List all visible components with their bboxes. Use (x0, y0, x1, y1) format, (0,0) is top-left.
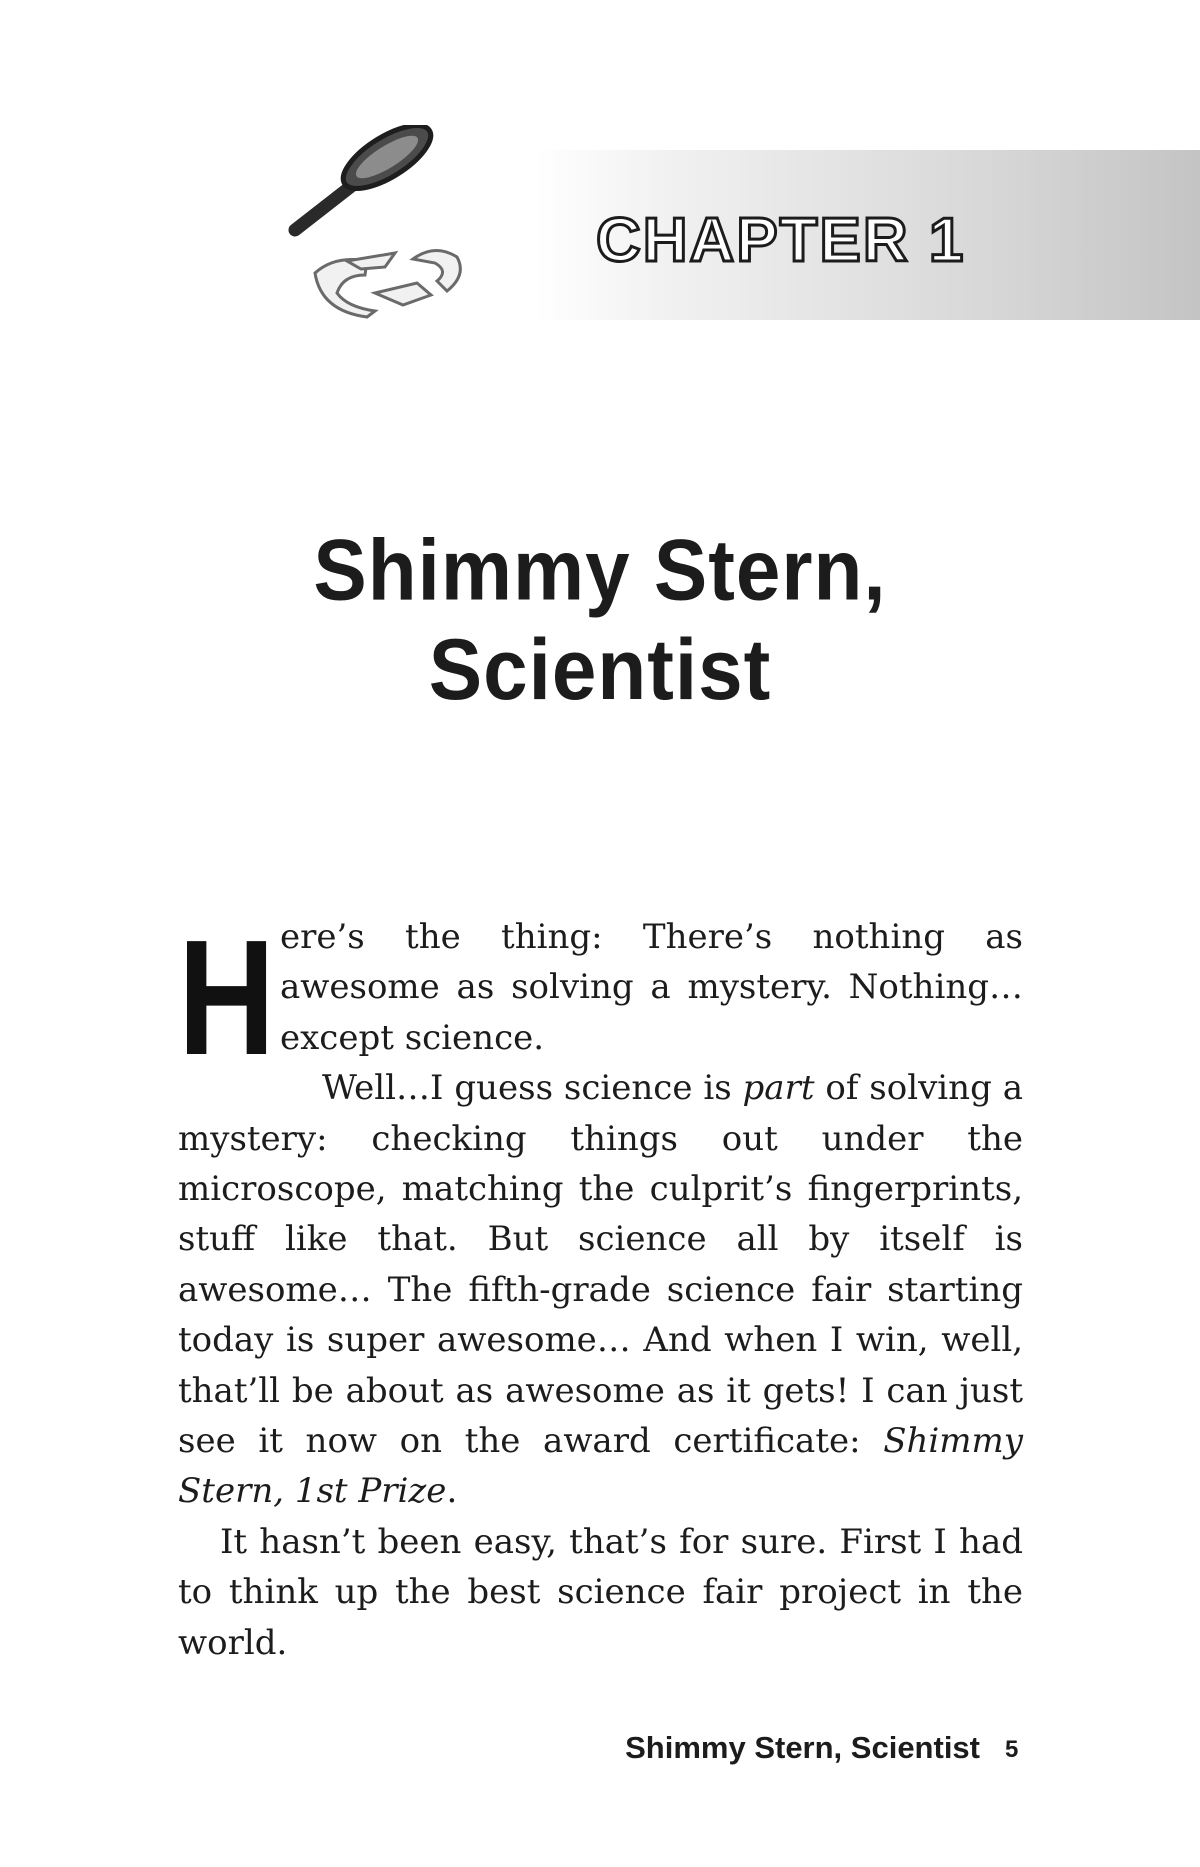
paragraph-2-certificate-text: Shimmy Stern, 1st Prize (178, 1421, 1023, 1512)
chapter-label: CHAPTER 1 (596, 206, 966, 275)
page-number: 5 (1005, 1736, 1019, 1763)
magnifying-glass-illustration (285, 125, 545, 325)
chapter-title-line-2: Scientist (428, 621, 772, 718)
paragraph-2-text-a: Well…I guess science is (322, 1068, 743, 1109)
magnifying-glass-icon (295, 125, 440, 230)
chapter-body (178, 906, 1023, 1668)
drop-cap: H (178, 906, 276, 1089)
running-footer-title: Shimmy Stern, Scientist (625, 1730, 980, 1765)
chapter-title (200, 521, 1000, 720)
paragraph-2-emphasis: part (742, 1068, 815, 1109)
paragraph-1-text: ere’s the thing: There’s nothing as awesome as solving a mystery. Nothing…except science. (280, 917, 1023, 1058)
paragraph-2 (178, 1063, 1023, 1517)
paragraph-2-text-b: of solving a mystery: checking things out under the microscope, matching the culprit’s fingerprints, stuff like that. But science all by itself is awesome… The fifth-grade science fair starting today is super awesome… And when I win, well, that’ll be about as awesome as it gets! I can just see it now on the award certificate: (178, 1068, 1023, 1462)
chapter-title-line-1: Shimmy Stern, (313, 521, 887, 618)
broken-lens-shards-icon (315, 250, 460, 317)
paragraph-2-text-c: . (446, 1471, 458, 1512)
paragraph-3 (178, 1517, 1023, 1668)
paragraph-3-text: It hasn’t been easy, that’s for sure. First I had to think up the best science fair project in the world. (178, 1521, 1023, 1663)
